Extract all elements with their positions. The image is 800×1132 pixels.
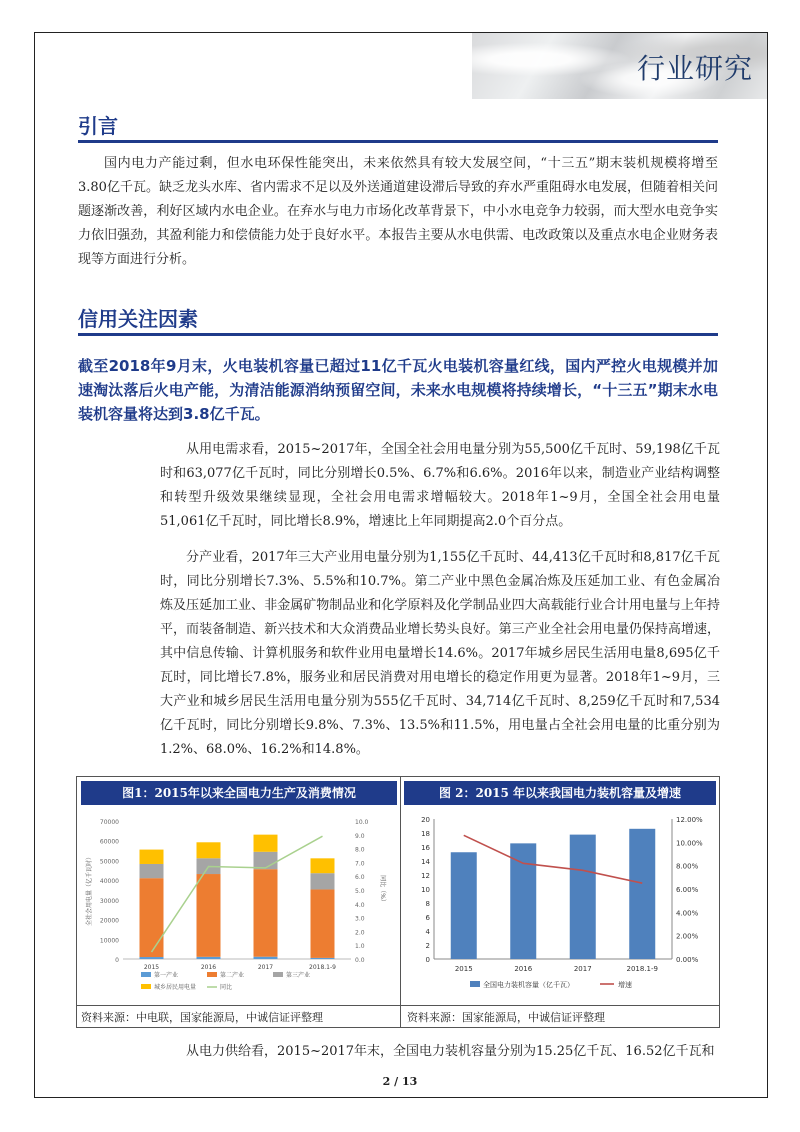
- y2-axis-label: 同比（%）: [379, 875, 386, 905]
- industry-paragraph: 分产业看，2017年三大产业用电量分别为1,155亿千瓦时、44,413亿千瓦时和8,817亿千瓦时，同比分别增长7.3%、5.5%和10.7%。第二产业中黑色金属冶炼及压延加工业、有色金属冶炼及压延加工业、非金属矿物制品业和化学原料及化学制品业四大高载能行业合计用电量与上年持平，而装备制造、新兴技术和大众消费品业增长势头良好。第三产业全社会用电量仍保持高增速，其中信息传输、计算机服务和软件业用电量增长14.6%。2017年城乡居民生活用电量8,695亿千瓦时，同比增长7.8%，服务业和居民消费对用电增长的稳定作用更为显著。2018年1~9月，三大产业和城乡居民生活用电量分别为555亿千瓦时、34,714亿千瓦时、8,259亿千瓦时和7,534亿千瓦时，同比分别增长9.8%、7.3%、13.5%和11.5%，用电量占全社会用电量的比重分别为1.2%、68.0%、16.2%和14.8%。: [160, 550, 720, 757]
- legend-label: 同比: [220, 984, 233, 991]
- legend-swatch: [141, 984, 151, 989]
- chart-installed-capacity: [404, 809, 716, 1003]
- header-title: 行业研究: [636, 52, 753, 85]
- y-tick-label: 20000: [99, 917, 119, 925]
- legend-label: 增速: [618, 981, 632, 989]
- bar-segment: [140, 878, 164, 957]
- bar-segment: [140, 850, 164, 864]
- credit-rule: [78, 333, 718, 336]
- legend-swatch: [470, 981, 480, 987]
- x-tick-label: 2016: [514, 965, 533, 973]
- bar-segment: [197, 957, 221, 959]
- y-tick-label: 18: [421, 830, 430, 838]
- y2-tick-label: 8.00%: [676, 862, 699, 871]
- y2-tick-label: 3.0: [355, 915, 365, 923]
- y2-tick-label: 6.0: [355, 874, 365, 882]
- legend-swatch: [141, 972, 151, 977]
- y-tick-label: 70000: [99, 819, 119, 826]
- intro-paragraph: 国内电力产能过剩，但水电环保性能突出，未来依然具有较大发展空间，“十三五”期末装机规模将增至3.80亿千瓦。缺乏龙头水库、省内需求不足以及外送通道建设滞后导致的弃水严重阻碍水电发展，但随着相关问题逐渐改善，利好区域内水电企业。在弃水与电力市场化改革背景下，中小水电竞争力较弱，而大型水电竞争实力依旧强劲，其盈利能力和偿债能力处于良好水平。本报告主要从水电供需、电改政策以及重点水电企业财务表现等方面进行分析。: [78, 156, 718, 267]
- fig2-title: 图 2：2015 年以来我国电力装机容量及增速: [404, 781, 716, 805]
- legend-swatch: [273, 972, 283, 977]
- y-tick-label: 20: [421, 816, 430, 824]
- intro-heading: 引言: [78, 114, 118, 138]
- bar-segment: [311, 873, 335, 889]
- y-tick-label: 50000: [99, 858, 119, 866]
- x-tick-label: 2016: [200, 964, 217, 971]
- y2-tick-label: 0.00%: [676, 956, 699, 964]
- bar-segment: [197, 874, 221, 957]
- bar-segment: [140, 957, 164, 959]
- y-tick-label: 40000: [99, 878, 119, 886]
- x-tick-label: 2018.1-9: [626, 965, 658, 973]
- y2-tick-label: 2.0: [355, 929, 365, 937]
- y2-tick-label: 6.00%: [676, 886, 699, 894]
- fig2-source: 资料来源：国家能源局，中诚信证评整理: [407, 1011, 605, 1024]
- y-tick-label: 4: [425, 928, 430, 936]
- legend-label: 第二产业: [220, 972, 245, 979]
- header-banner: [472, 33, 767, 99]
- x-tick-label: 2018.1-9: [309, 964, 336, 971]
- y2-tick-label: 4.00%: [676, 909, 699, 918]
- credit-lead: 截至2018年9月末，火电装机容量已超过11亿千瓦火电装机容量红线，国内严控火电规模并加速淘汰落后火电产能，为清洁能源消纳预留空间，未来水电规模将持续增长，“十三五”期末水电装机容量将达到3.8亿千瓦。: [78, 357, 718, 423]
- credit-heading: 信用关注因素: [78, 307, 198, 331]
- bar-segment: [254, 835, 278, 852]
- bar-segment: [311, 858, 335, 873]
- y-tick-label: 6: [425, 914, 430, 922]
- y-tick-label: 2: [425, 942, 430, 950]
- bar-segment: [254, 852, 278, 869]
- y-tick-label: 0: [425, 956, 430, 964]
- supply-paragraph: 从电力供给看，2015~2017年末，全国电力装机容量分别为15.25亿千瓦、16.52亿千瓦和: [186, 1044, 715, 1059]
- capacity-bar: [629, 829, 655, 959]
- y2-tick-label: 10.0: [355, 819, 369, 826]
- fig-divider: [400, 777, 401, 1027]
- fig1-title: 图1：2015年以来全国电力生产及消费情况: [81, 781, 397, 805]
- capacity-bar: [510, 843, 536, 959]
- x-tick-label: 2017: [257, 964, 274, 971]
- y2-tick-label: 7.0: [355, 860, 365, 868]
- x-tick-label: 2015: [143, 964, 160, 971]
- capacity-bar: [451, 852, 477, 959]
- bar-segment: [311, 889, 335, 957]
- demand-paragraph: 从用电需求看，2015~2017年，全国全社会用电量分别为55,500亿千瓦时、59,198亿千瓦时和63,077亿千瓦时，同比分别增长0.5%、6.7%和6.6%。2016年以来，制造业产业结构调整和转型升级效果继续显现，全社会用电需求增幅较大。2018年1~9月，全国全社会用电量51,061亿千瓦时，同比增长8.9%，增速比上年同期提高2.0个百分点。: [160, 442, 720, 529]
- legend-swatch: [207, 972, 217, 977]
- figures-box: [76, 776, 720, 1028]
- bar-segment: [254, 869, 278, 957]
- legend-label: 城乡居民用电量: [154, 984, 197, 991]
- x-tick-label: 2015: [454, 965, 473, 973]
- y2-tick-label: 2.00%: [676, 932, 699, 941]
- bar-segment: [311, 958, 335, 959]
- y2-tick-label: 9.0: [355, 832, 365, 840]
- y-tick-label: 0: [115, 957, 119, 964]
- y2-tick-label: 1.0: [355, 943, 365, 951]
- y-axis-label: 全社会用电量（亿千瓦时）: [86, 853, 93, 927]
- fig-bottom-rule: [77, 1005, 719, 1006]
- y-tick-label: 14: [421, 858, 430, 866]
- page-number: 2 / 13: [382, 1075, 418, 1088]
- y2-tick-label: 12.00%: [676, 816, 703, 824]
- x-tick-label: 2017: [573, 965, 592, 973]
- y-tick-label: 8: [425, 900, 430, 908]
- intro-rule: [78, 140, 718, 143]
- fig1-source: 资料来源：中电联，国家能源局，中诚信证评整理: [81, 1011, 323, 1024]
- y2-tick-label: 4.0: [355, 901, 365, 909]
- y2-tick-label: 8.0: [355, 846, 365, 854]
- y-tick-label: 60000: [99, 838, 119, 846]
- growth-line: [152, 836, 323, 952]
- y-tick-label: 16: [421, 844, 430, 852]
- capacity-bar: [570, 835, 596, 959]
- legend-label: 第一产业: [154, 972, 179, 979]
- legend-label: 第三产业: [286, 972, 311, 979]
- bar-segment: [197, 842, 221, 858]
- legend-label: 全国电力装机容量（亿千瓦）: [483, 981, 574, 989]
- chart-power-consumption: [81, 809, 397, 1003]
- y-tick-label: 30000: [99, 897, 119, 905]
- y-tick-label: 12: [421, 872, 430, 880]
- y2-tick-label: 0.0: [355, 957, 365, 964]
- bar-segment: [140, 864, 164, 878]
- y-tick-label: 10: [421, 886, 430, 894]
- growth-line: [464, 835, 643, 883]
- bar-segment: [254, 957, 278, 959]
- y2-tick-label: 5.0: [355, 888, 365, 895]
- y-tick-label: 10000: [99, 937, 119, 945]
- y2-tick-label: 10.00%: [676, 839, 703, 848]
